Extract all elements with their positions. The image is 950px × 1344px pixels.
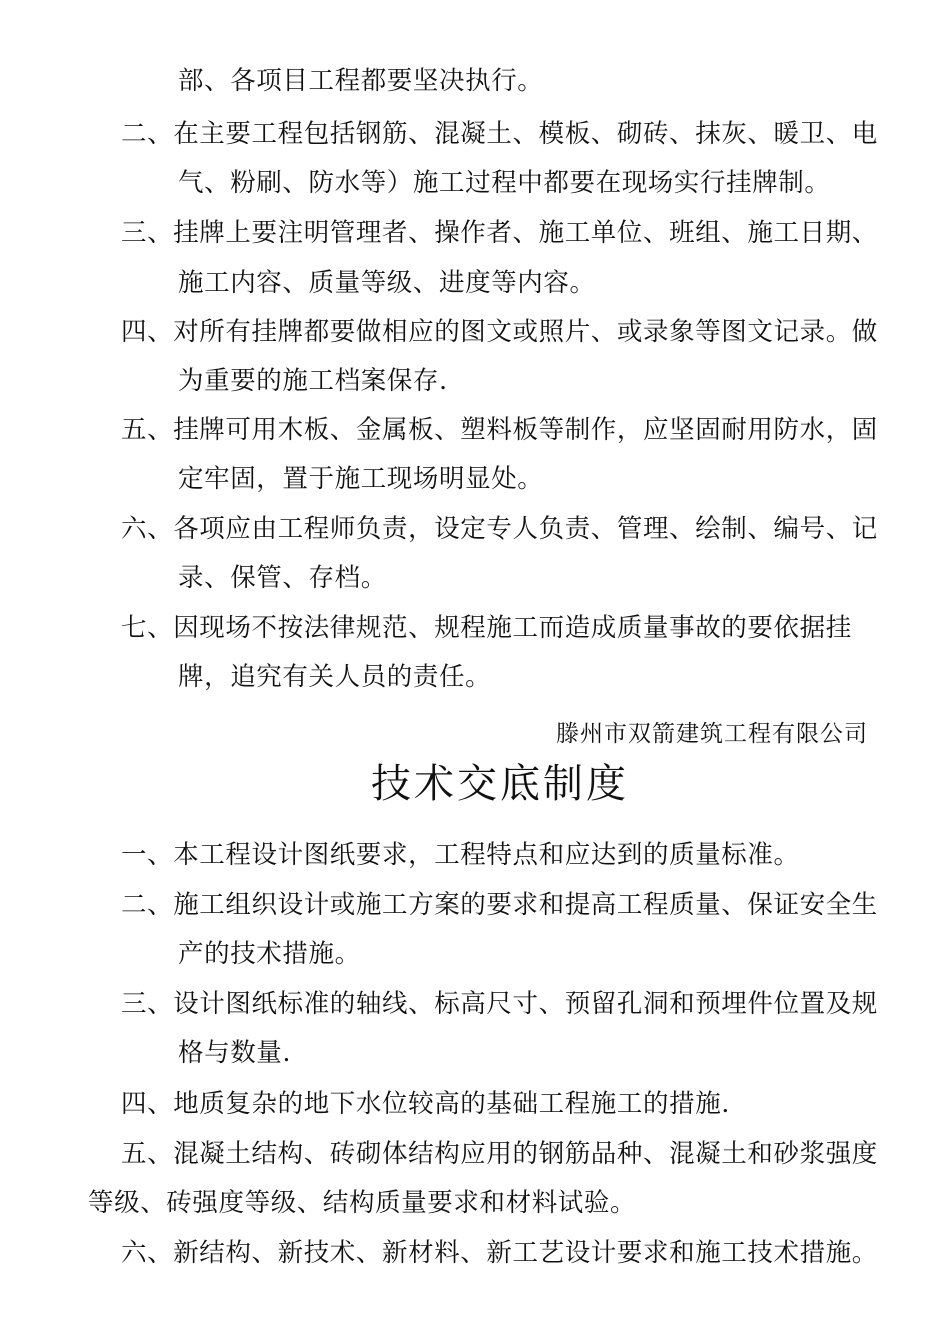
- rule-item-4-line-1: 四、对所有挂牌都要做相应的图文或照片、或录象等图文记录。做: [121, 317, 878, 347]
- disclosure-item-2-line-1: 二、施工组织设计或施工方案的要求和提高工程质量、保证安全生: [121, 890, 878, 920]
- disclosure-item-4: 四、地质复杂的地下水位较高的基础工程施工的措施.: [121, 1089, 731, 1119]
- company-signature: 滕州市双箭建筑工程有限公司: [556, 721, 868, 747]
- rule-item-7-line-2: 牌，追究有关人员的责任。: [178, 662, 492, 692]
- disclosure-item-3-line-2: 格与数量.: [178, 1038, 292, 1068]
- rule-item-7-line-1: 七、因现场不按法律规范、规程施工而造成质量事故的要依据挂: [121, 613, 852, 643]
- rule-item-3-line-2: 施工内容、质量等级、进度等内容。: [178, 268, 596, 298]
- rule-item-3-line-1: 三、挂牌上要注明管理者、操作者、施工单位、班组、施工日期、: [121, 218, 878, 248]
- disclosure-item-1: 一、本工程设计图纸要求，工程特点和应达到的质量标准。: [121, 840, 800, 870]
- rule-item-6-line-1: 六、各项应由工程师负责，设定专人负责、管理、绘制、编号、记: [121, 514, 878, 544]
- rule-item-2-line-2: 气、粉刷、防水等）施工过程中都要在现场实行挂牌制。: [178, 168, 831, 198]
- rule-continuation: 部、各项目工程都要坚决执行。: [178, 66, 544, 96]
- rule-item-5-line-2: 定牢固，置于施工现场明显处。: [178, 464, 544, 494]
- rule-item-6-line-2: 录、保管、存档。: [178, 563, 387, 593]
- rule-item-5-line-1: 五、挂牌可用木板、金属板、塑料板等制作，应坚固耐用防水，固: [121, 415, 878, 445]
- disclosure-item-5-line-2: 等级、砖强度等级、结构质量要求和材料试验。: [88, 1188, 637, 1218]
- section-title: 技术交底制度: [371, 761, 629, 807]
- disclosure-item-5-line-1: 五、混凝土结构、砖砌体结构应用的钢筋品种、混凝土和砂浆强度: [121, 1139, 878, 1169]
- disclosure-item-2-line-2: 产的技术措施。: [178, 939, 361, 969]
- disclosure-item-6: 六、新结构、新技术、新材料、新工艺设计要求和施工技术措施。: [121, 1238, 878, 1268]
- disclosure-item-3-line-1: 三、设计图纸标准的轴线、标高尺寸、预留孔洞和预埋件位置及规: [121, 989, 878, 1019]
- rule-item-4-line-2: 为重要的施工档案保存.: [178, 366, 448, 396]
- rule-item-2-line-1: 二、在主要工程包括钢筋、混凝土、模板、砌砖、抹灰、暖卫、电: [121, 119, 878, 149]
